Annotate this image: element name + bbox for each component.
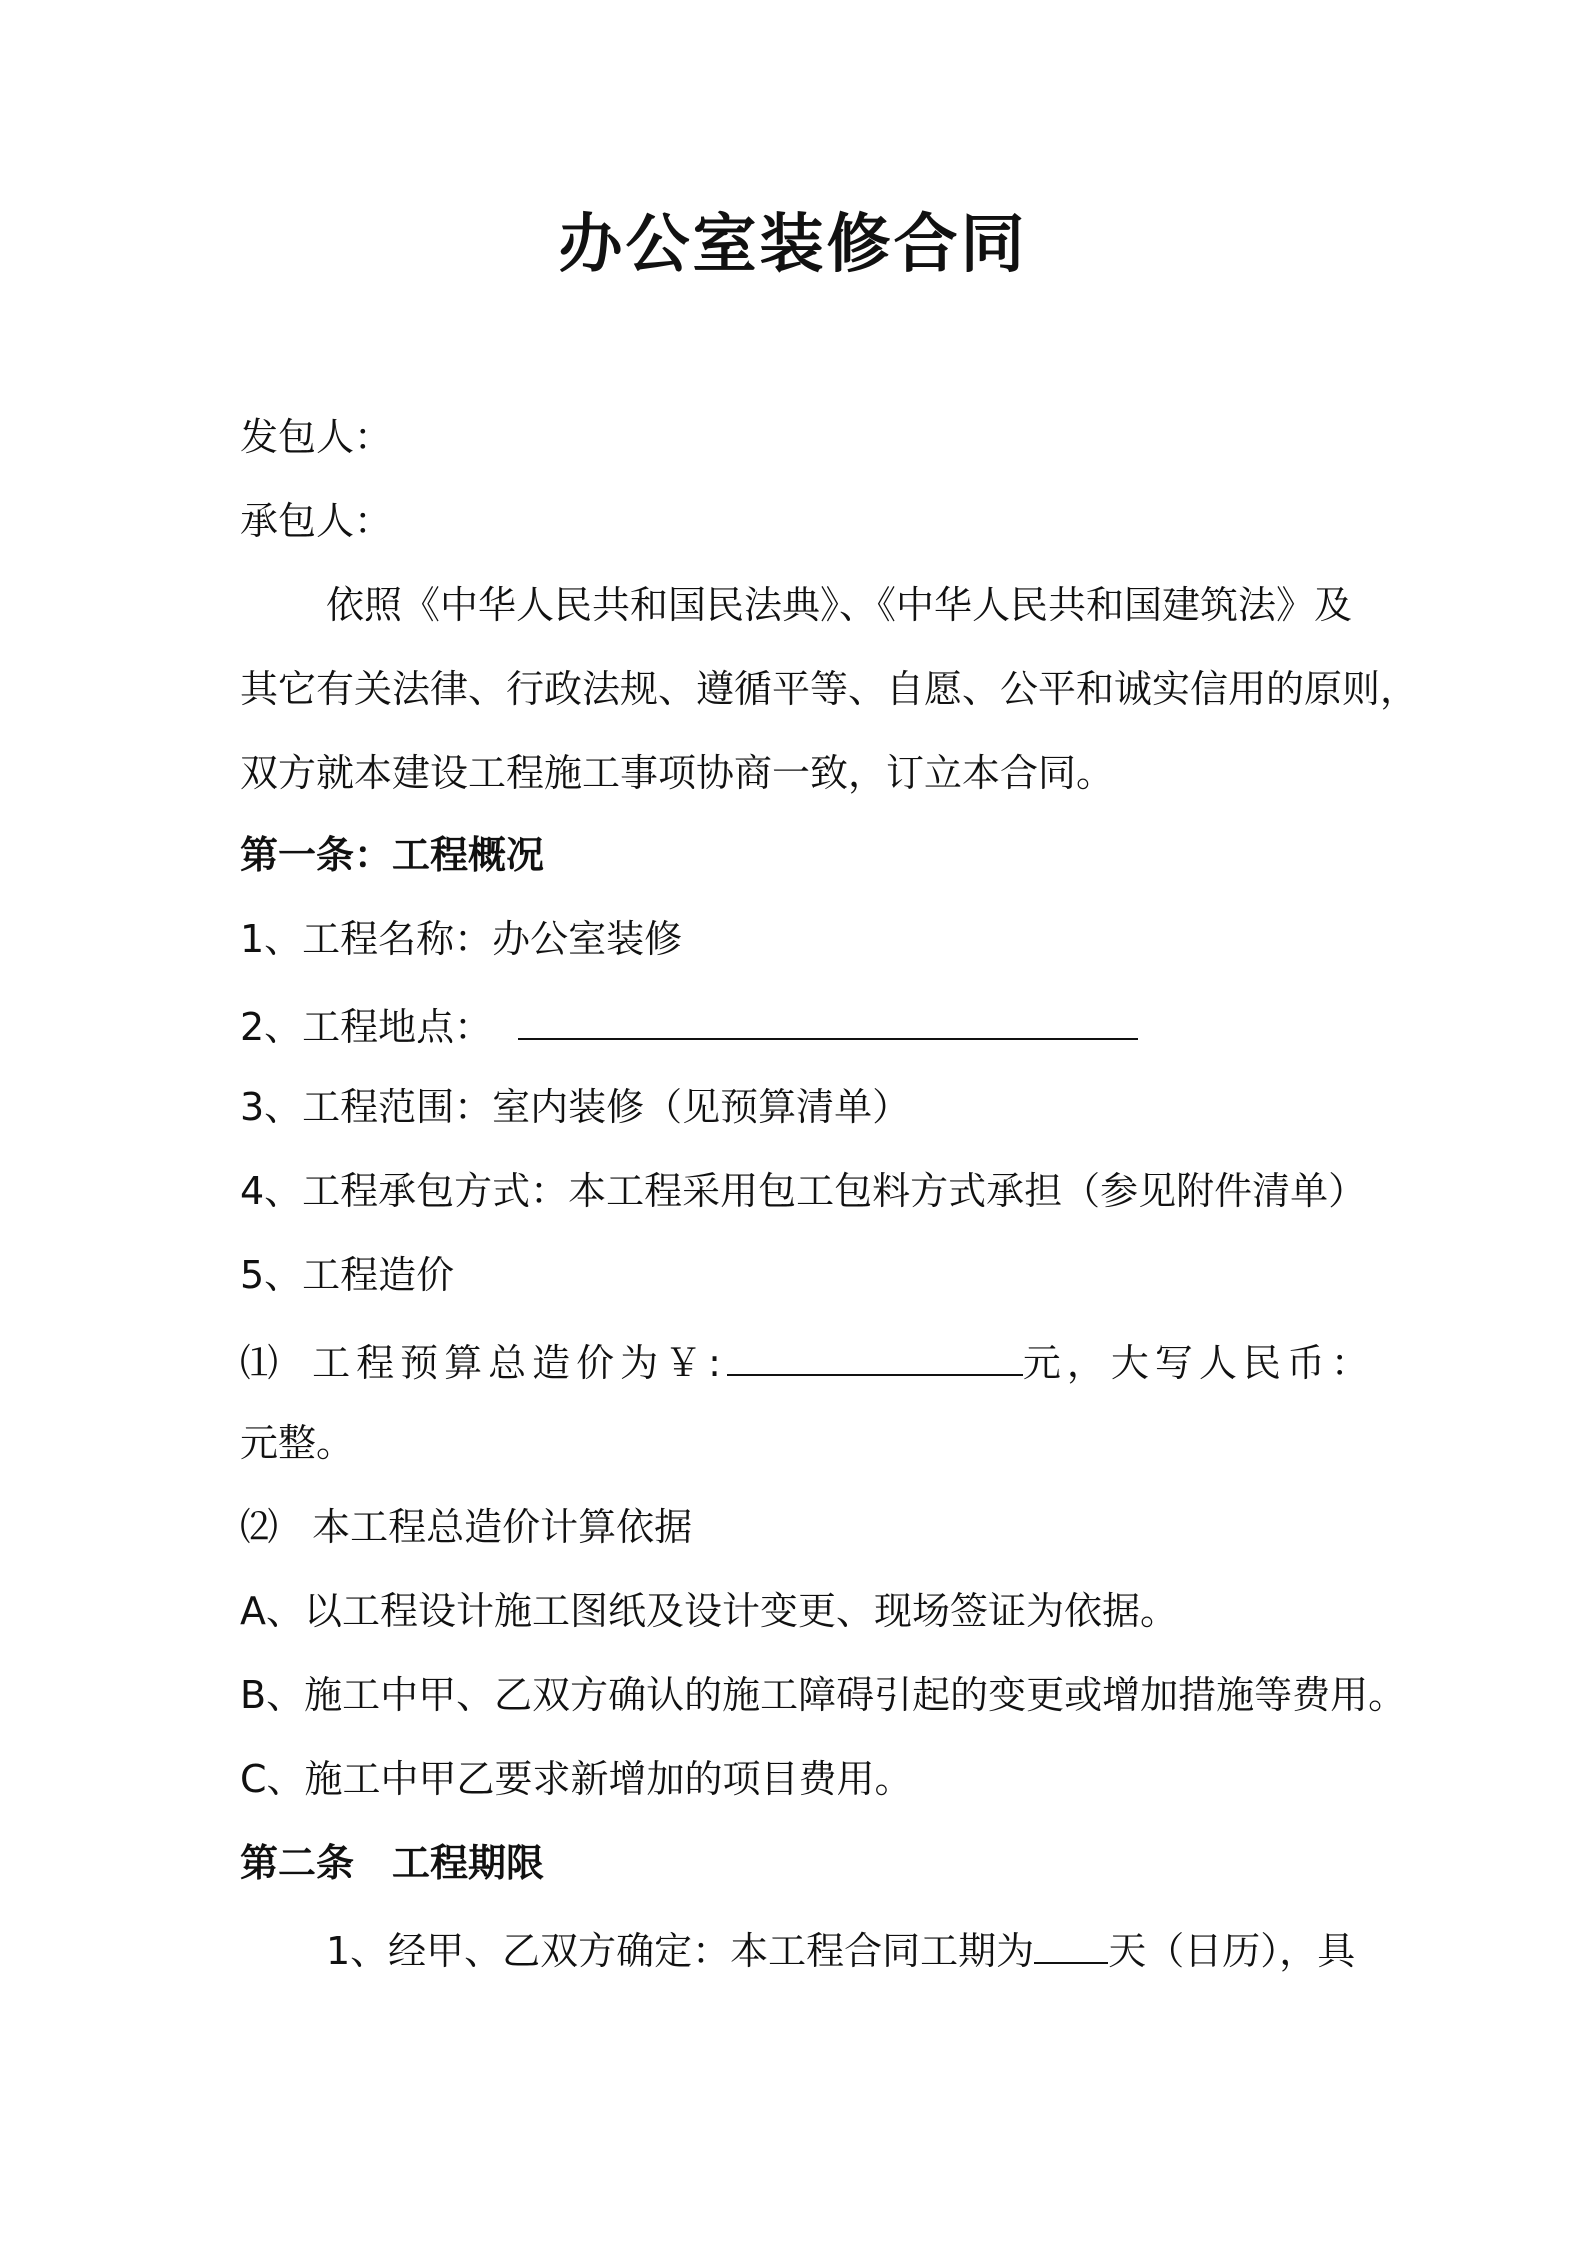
party-b-label: 承包人： [240,499,393,543]
sub-item-1-marker: ⑴ [240,1341,279,1385]
term-duration-label: 1、经甲、乙双方确定：本工程合同工期为 [326,1929,1035,1973]
cost-basis-line [240,1502,1360,1552]
term-line-1 [240,1922,1360,1976]
basis-b: B、施工中甲、乙双方确认的施工障碍引起的变更或增加措施等费用。 [240,1673,1407,1717]
item-project-name: 1、工程名称：办公室装修 [240,917,683,961]
article-1-heading: 第一条：工程概况 [240,833,545,877]
article-2-heading: 第二条 工程期限 [240,1841,545,1885]
term-days-suffix: 天（日历），具 [1108,1929,1356,1973]
cost-budget-end: 元整。 [240,1421,355,1465]
basis-c: C、施工中甲乙要求新增加的项目费用。 [240,1757,913,1801]
intro-line-1: 依照《中华人民共和国民法典》、《中华人民共和国建筑法》及 [326,583,1353,627]
cost-budget-line [240,1334,1375,1388]
cost-basis-label: 本工程总造价计算依据 [312,1505,693,1549]
document-title: 办公室装修合同 [558,208,1028,282]
intro-line-3: 双方就本建设工程施工事项协商一致，订立本合同。 [240,751,1115,795]
budget-total-label: 工程预算总造价为￥: [312,1341,727,1385]
item-contract-method: 4、工程承包方式：本工程采用包工包料方式承担（参见附件清单） [240,1169,1367,1213]
sub-item-2-marker: ⑵ [240,1505,279,1549]
budget-amount-blank [727,1334,1023,1376]
basis-a: A、以工程设计施工图纸及设计变更、现场签证为依据。 [240,1589,1178,1633]
term-days-blank [1034,1922,1108,1964]
item-project-cost: 5、工程造价 [240,1253,455,1297]
intro-line-2: 其它有关法律、行政法规、遵循平等、自愿、公平和诚实信用的原则， [240,667,1419,711]
item-project-scope: 3、工程范围：室内装修（见预算清单） [240,1085,911,1129]
item-project-location [240,998,1360,1052]
budget-uppercase-label: 元，大写人民币： [1022,1341,1375,1385]
party-a-label: 发包人： [240,415,393,459]
project-location-label: 2、工程地点： [240,1005,493,1049]
project-location-blank [518,998,1138,1040]
